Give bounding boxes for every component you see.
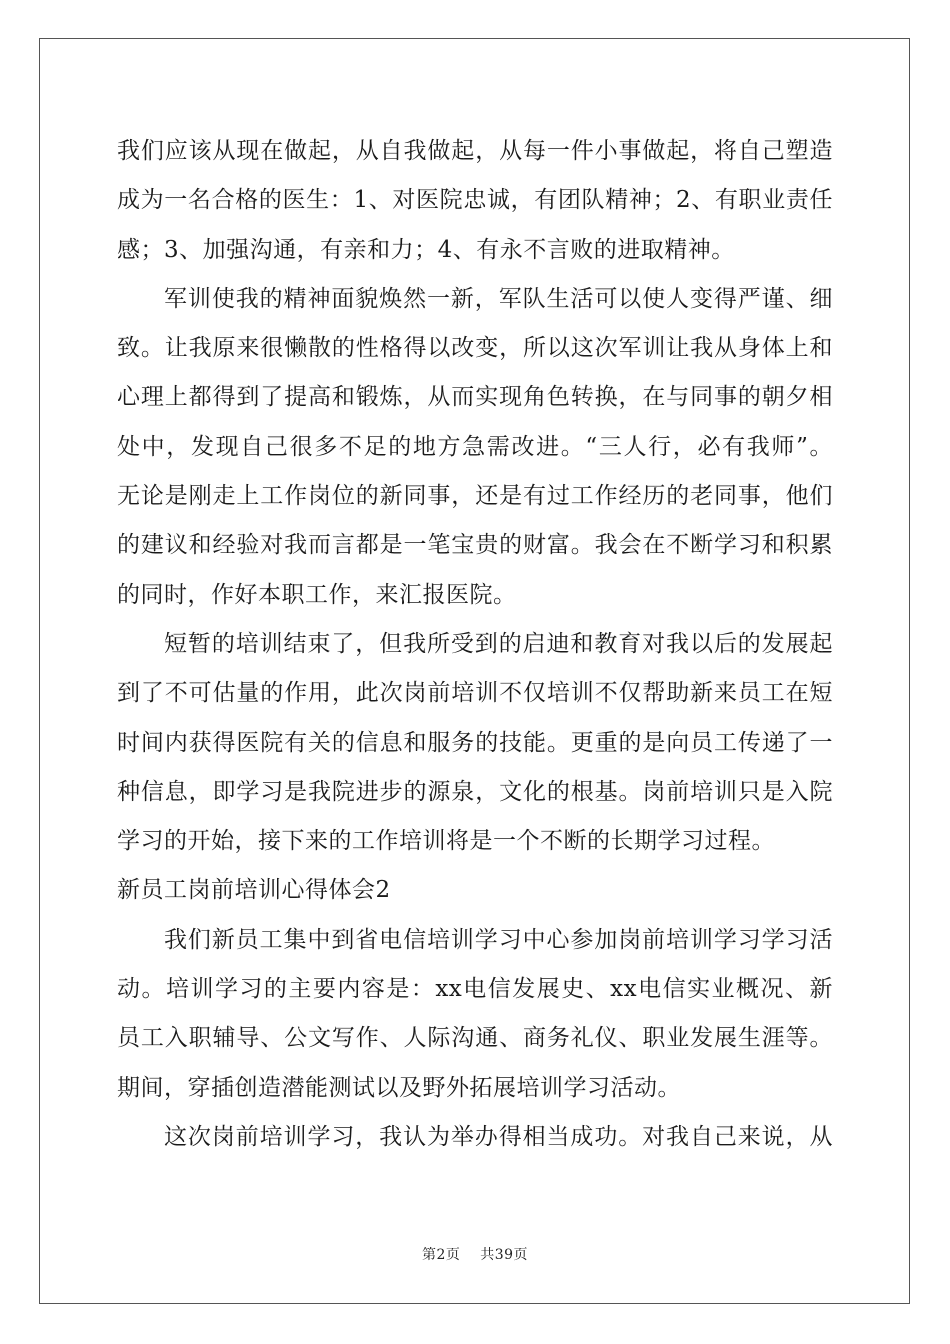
text-line: 种信息，即学习是我院进步的源泉，文化的根基。岗前培训只是入院 [117, 778, 833, 805]
text-line: 我们应该从现在做起，从自我做起，从每一件小事做起，将自己塑造 [117, 138, 833, 164]
text-line: 这次岗前培训学习，我认为举办得相当成功。对我自己来说，从 [164, 1123, 833, 1150]
text-line: 成为一名合格的医生：1、对医院忠诚，有团队精神；2、有职业责任 [117, 187, 833, 214]
footer-spacer [460, 1247, 480, 1263]
text-line: 处中，发现自己很多不足的地方急需改进。“三人行，必有我师”。 [117, 433, 833, 460]
section-heading: 新员工岗前培训心得体会2 [117, 877, 391, 904]
text-line: 致。让我原来很懒散的性格得以改变，所以这次军训让我从身体上和 [117, 335, 833, 362]
document-body [117, 127, 833, 1162]
text-line: 短暂的培训结束了，但我所受到的启迪和教育对我以后的发展起 [164, 630, 833, 657]
text-line: 感；3、加强沟通，有亲和力；4、有永不言败的进取精神。 [117, 236, 735, 263]
current-page-label: 第2页 [421, 1247, 461, 1263]
total-pages-label: 共39页 [480, 1247, 529, 1263]
text-line: 员工入职辅导、公文写作、人际沟通、商务礼仪、职业发展生涯等。 [117, 1025, 833, 1052]
text-line: 动。培训学习的主要内容是：xx电信发展史、xx电信实业概况、新 [117, 976, 833, 1003]
text-line: 的建议和经验对我而言都是一笔宝贵的财富。我会在不断学习和积累 [117, 532, 833, 559]
text-line: 我们新员工集中到省电信培训学习中心参加岗前培训学习学习活 [164, 926, 833, 953]
text-line: 军训使我的精神面貌焕然一新，军队生活可以使人变得严谨、细 [164, 285, 833, 312]
text-line: 期间，穿插创造潜能测试以及野外拓展培训学习活动。 [117, 1074, 681, 1101]
page-footer [0, 1244, 950, 1264]
text-line: 心理上都得到了提高和锻炼，从而实现角色转换，在与同事的朝夕相 [117, 384, 833, 411]
text-line: 学习的开始，接下来的工作培训将是一个不断的长期学习过程。 [117, 828, 775, 855]
text-line: 时间内获得医院有关的信息和服务的技能。更重的是向员工传递了一 [117, 729, 833, 756]
text-line: 到了不可估量的作用，此次岗前培训不仅培训不仅帮助新来员工在短 [117, 680, 833, 707]
text-line: 无论是刚走上工作岗位的新同事，还是有过工作经历的老同事，他们 [117, 483, 833, 510]
text-line: 的同时，作好本职工作，来汇报医院。 [117, 581, 517, 608]
